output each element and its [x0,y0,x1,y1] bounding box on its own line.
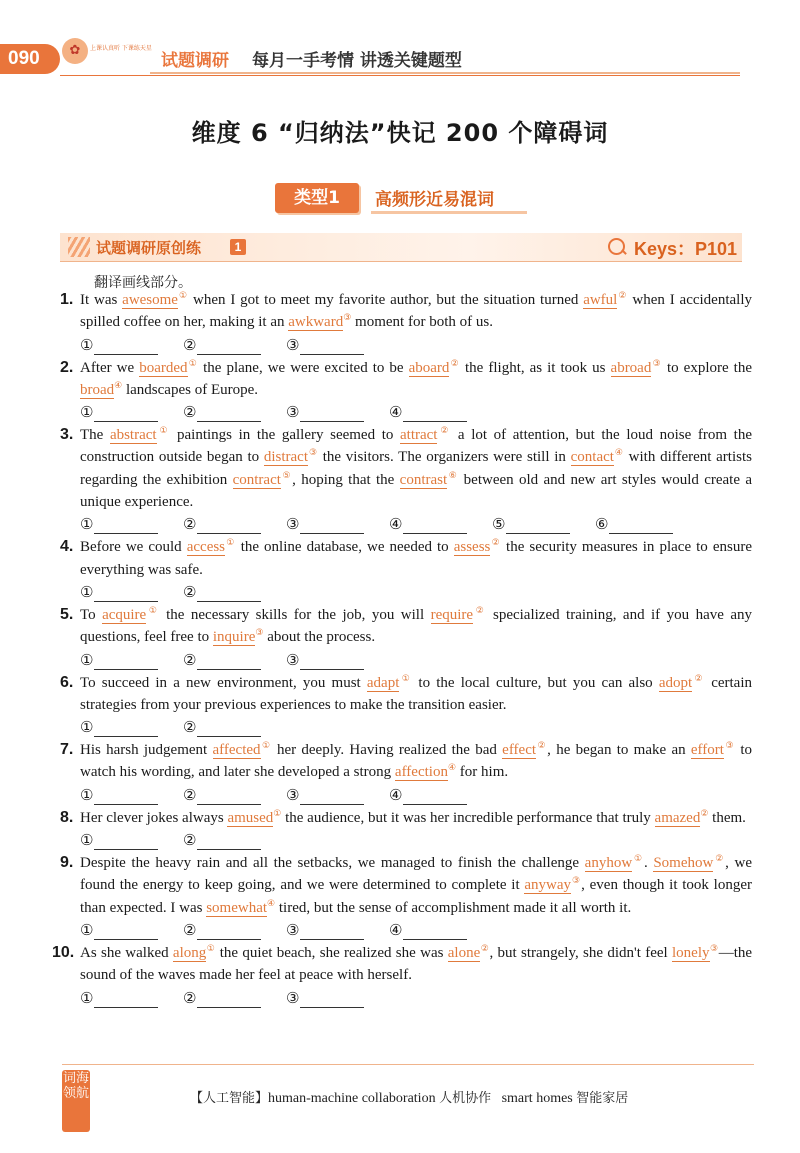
answer-blanks [60,650,752,670]
answer-blank [80,514,183,534]
sentence-text: the flight, as it took us [460,359,611,376]
answer-line[interactable] [197,585,261,602]
type-badge: 类型1 [275,183,359,213]
blank-marker: ② [183,831,197,850]
question-text [60,424,752,513]
answer-blank [286,650,389,670]
question-text [60,536,752,581]
underlined-word: aboard [408,359,450,376]
blank-marker: ① [80,335,94,354]
answer-blanks [60,582,752,602]
underlined-word: awkward [288,314,344,331]
underlined-word: affected [212,742,261,759]
sentence-text: to explore the [661,359,752,376]
answer-blank [286,335,389,355]
sentence-text: , he began to make an [547,742,691,759]
answer-blanks [60,920,752,940]
sentence-text: to watch his wording, and later she developed a strong [80,742,753,781]
question-item [60,357,752,423]
answer-blanks [60,335,752,355]
underlined-word: anyway [524,877,572,894]
word-marker: ① [273,808,282,819]
sentence-text: the visitors. The organizers were still in [318,449,571,466]
underlined-word: abstract [109,427,157,444]
word-marker: ① [146,605,160,616]
sentence-text: the quiet beach, she realized she was [215,944,448,961]
footer-note [190,1087,628,1107]
header-brand: 试题调研 [161,51,229,71]
answer-line[interactable] [403,788,467,805]
underlined-word: effort [690,742,724,759]
underlined-word: alone [447,944,481,961]
sentence-text: a lot of attention, but the loud noise from the construction outside began to [80,427,752,466]
blank-marker: ① [80,582,94,601]
question-text [60,739,752,784]
answer-blank [286,785,389,805]
sentence-text: the online database, we needed to [235,539,454,556]
type-title: 高频形近易混词 [375,190,494,210]
question-text [60,289,752,334]
sentence-text: To succeed in a new environment, you must [80,674,367,691]
word-marker: ① [632,854,644,865]
blank-marker: ① [80,785,94,804]
question-item [60,852,752,940]
header-tagline: 每月一手考情 讲透关键题型 [252,51,462,71]
answer-blank [80,650,183,670]
sentence-text: her deeply. Having realized the bad [271,742,503,759]
underlined-word: access [186,539,226,556]
answer-line[interactable] [94,991,158,1008]
underlined-word: affection [394,764,448,781]
underlined-word: adapt [366,674,400,691]
blank-marker: ② [183,650,197,669]
question-number: 10. [52,943,75,961]
page-number: 090 [0,44,60,74]
word-marker: ② [437,426,452,437]
sentence-text: when I accidentally spilled coffee on her, making it an [80,292,753,331]
question-text [60,357,752,402]
answer-line[interactable] [197,833,261,850]
answer-blank [80,335,183,355]
underlined-word: assess [453,539,491,556]
answer-line[interactable] [300,991,364,1008]
word-marker: ② [449,358,460,369]
underlined-word: broad [80,381,115,398]
blank-marker: ⑤ [492,515,506,534]
answer-keys-ref: Keys：P101 [634,239,738,259]
word-marker: ② [536,741,548,752]
underlined-word: effect [502,742,537,759]
answer-line[interactable] [94,833,158,850]
answer-blank [80,717,183,737]
sentence-text: , even though it took longer than expected. I was [80,877,752,916]
answer-line[interactable] [609,517,673,534]
sentence-text: specialized training, and if you have any questions, feel free to [80,606,752,646]
answer-line[interactable] [403,517,467,534]
answer-blank [183,335,286,355]
answer-line[interactable] [197,720,261,737]
answer-line[interactable] [197,923,261,940]
footer-note-en1: human-machine collaboration [268,1091,436,1106]
answer-blank [389,402,492,422]
blank-marker: ② [183,718,197,737]
answer-blanks [60,514,752,534]
underlined-word: contract [232,471,281,488]
sentence-text: As she walked [80,944,173,961]
question-number: 2. [60,358,74,376]
answer-blank [595,514,698,534]
blank-marker: ③ [286,650,300,669]
answer-blank [80,785,183,805]
question-text [52,942,753,987]
blank-marker: ① [80,403,94,422]
blank-marker: ② [183,335,197,354]
word-marker: ① [225,538,236,549]
blank-marker: ② [183,785,197,804]
sentence-text: Her clever jokes always [80,809,228,826]
answer-blank [183,650,286,670]
word-marker: ③ [255,628,264,639]
sentence-text: the audience, but it was her incredible performance that truly [281,809,655,826]
instruction: 翻译画线部分。 [94,275,192,291]
blank-marker: ② [183,920,197,939]
answer-line[interactable] [197,788,261,805]
answer-blanks [60,785,752,805]
answer-line[interactable] [197,991,261,1008]
sentence-text: To [80,606,103,623]
footer-note-zh2: 智能家居 [576,1091,629,1106]
sentence-text: when I got to meet my favorite author, but the situation turned [188,292,584,308]
word-marker: ① [187,358,199,369]
answer-blank [183,920,286,940]
question-list [52,289,753,1010]
word-marker: ③ [709,943,719,954]
underlined-word: amazed [654,809,701,826]
word-marker: ④ [613,448,624,459]
question-item [60,424,752,534]
answer-line[interactable] [300,653,364,670]
stripes-icon [68,237,90,257]
answer-blanks [60,402,752,422]
footer-note-prefix: 【人工智能】 [190,1091,269,1106]
sentence-text: the plane, we were excited to be [198,359,409,376]
answer-blank [286,920,389,940]
answer-blanks [60,717,752,737]
underlined-word: acquire [102,606,147,623]
sentence-text: about the process. [263,629,376,646]
underlined-word: adopt [658,674,693,691]
word-marker: ④ [114,380,123,391]
sentence-text: Despite the heavy rain and all the setbacks, we managed to finish the challenge [80,855,585,872]
answer-blanks [60,988,752,1008]
underlined-word: Somehow [653,855,714,872]
sentence-text: the necessary skills for the job, you will [159,606,431,623]
word-marker: ① [399,673,413,684]
question-item [52,942,753,1008]
answer-blank [389,514,492,534]
sentence-text: landscapes of Europe. [122,381,259,398]
answer-line[interactable] [94,653,158,670]
sentence-text: Before we could [80,539,187,556]
answer-line[interactable] [300,517,364,534]
word-marker: ④ [267,898,276,909]
question-text [60,852,752,919]
blank-marker: ① [80,831,94,850]
answer-blank [183,830,286,850]
blank-marker: ③ [286,785,300,804]
answer-line[interactable] [300,788,364,805]
underlined-word: along [172,944,207,961]
answer-line[interactable] [300,923,364,940]
sentence-text: After we [80,359,140,376]
answer-blanks [60,830,752,850]
word-marker: ② [473,605,487,616]
word-marker: ③ [343,313,352,324]
answer-blank [183,785,286,805]
sentence-text: for him. [456,764,509,781]
word-marker: ① [156,426,171,437]
underlined-word: require [430,606,474,623]
sentence-text: . [643,855,654,872]
answer-blank [183,514,286,534]
answer-line[interactable] [506,517,570,534]
sentence-text: —the sound of the waves made her feel at peace with herself. [80,944,753,984]
underlined-word: contact [570,449,614,466]
word-marker: ⑥ [447,470,459,481]
underlined-word: awful [583,292,618,308]
flower-logo-icon: ✿ [62,38,88,64]
sentence-text: them. [708,809,746,826]
answer-line[interactable] [94,923,158,940]
answer-blank [183,402,286,422]
answer-line[interactable] [197,653,261,670]
sentence-text: with different artists regarding the exhibition [80,449,752,488]
underlined-word: somewhat [206,899,268,916]
answer-line[interactable] [403,923,467,940]
answer-blank [80,988,183,1008]
answer-blank [80,402,183,422]
footer-note-zh1: 人机协作 [439,1091,492,1106]
header-divider-dark [60,75,740,76]
answer-blank [492,514,595,534]
blank-marker: ④ [389,785,403,804]
word-marker: ② [692,673,706,684]
sentence-text: His harsh judgement [80,742,213,759]
answer-blank [286,988,389,1008]
answer-blank [80,582,183,602]
answer-line[interactable] [197,517,261,534]
underlined-word: attract [400,427,438,444]
underlined-word: amused [227,809,274,826]
underlined-word: distract [263,449,309,466]
question-item [60,289,752,355]
blank-marker: ② [183,988,197,1007]
magnifier-icon [608,238,625,255]
blank-marker: ① [80,718,94,737]
blank-marker: ③ [286,920,300,939]
question-number: 9. [60,854,74,872]
answer-blank [389,785,492,805]
underlined-word: abroad [610,359,652,376]
sentence-text: , hoping that the [292,471,400,488]
answer-blank [183,582,286,602]
question-number: 1. [60,291,74,308]
underlined-word: inquire [212,629,256,646]
question-item [60,739,752,805]
blank-marker: ③ [286,515,300,534]
word-marker: ③ [571,876,582,887]
answer-blank [389,920,492,940]
footer-note-en2: smart homes [501,1091,573,1106]
sentence-text: , we found the energy to keep going, and we were determined to complete it [80,855,752,894]
sentence-text: It was [80,292,123,308]
answer-line[interactable] [197,338,261,355]
blank-marker: ② [183,515,197,534]
side-tab: 词海领航 [62,1070,90,1132]
sentence-text: to the local culture, but you can also [412,674,659,691]
blank-marker: ③ [286,988,300,1007]
sentence-text: tired, but the sense of accomplishment made it all worth it. [275,899,632,916]
word-marker: ② [617,291,628,301]
header-slogan: 上课认真听 下课练天星 [90,45,152,52]
answer-line[interactable] [94,405,158,422]
word-marker: ③ [723,741,736,752]
section-title: 维度 6 “归纳法”快记 200 个障碍词 [191,119,609,147]
answer-blank [183,717,286,737]
answer-line[interactable] [300,405,364,422]
word-marker: ⑤ [280,470,293,481]
answer-line[interactable] [94,517,158,534]
page-header [0,44,800,78]
practice-number: 1 [230,239,246,255]
blank-marker: ⑥ [595,515,609,534]
sentence-text: moment for both of us. [351,314,493,331]
blank-marker: ④ [389,403,403,422]
underlined-word: lonely [672,944,710,961]
answer-line[interactable] [94,788,158,805]
answer-blank [80,830,183,850]
footer-divider [62,1064,754,1065]
sentence-text: between old and new art styles would create a unique experience. [80,471,752,511]
word-marker: ② [480,943,490,954]
answer-line[interactable] [94,338,158,355]
word-marker: ④ [447,763,457,774]
sentence-text: paintings in the gallery seemed to [170,427,400,444]
sentence-text: The [80,427,110,444]
blank-marker: ① [80,515,94,534]
sentence-text: certain strategies from your previous experiences to make the transition easier. [80,674,753,713]
answer-blank [286,514,389,534]
word-marker: ③ [651,358,662,369]
question-text [60,604,752,649]
answer-blank [80,920,183,940]
answer-line[interactable] [300,338,364,355]
blank-marker: ③ [286,403,300,422]
question-item [60,536,752,602]
question-number: 5. [60,605,74,623]
practice-label: 试题调研原创练 [96,239,202,257]
blank-marker: ③ [286,335,300,354]
blank-marker: ① [80,920,94,939]
sentence-text: , but strangely, she didn't feel [489,944,672,961]
underlined-word: anyhow [584,855,633,872]
sentence-text: the security measures in place to ensure everything was safe. [80,539,752,578]
answer-blank [286,402,389,422]
question-item [60,604,752,670]
word-marker: ② [700,808,709,819]
question-number: 7. [60,741,74,759]
underlined-word: contrast [399,471,448,488]
answer-blank [183,988,286,1008]
blank-marker: ② [183,582,197,601]
question-number: 3. [60,426,74,444]
question-number: 8. [60,808,74,826]
practice-bar [60,233,742,262]
answer-line[interactable] [94,585,158,602]
underlined-word: boarded [139,359,188,376]
question-text [60,672,752,717]
word-marker: ③ [308,448,319,459]
blank-marker: ① [80,650,94,669]
word-marker: ① [177,291,189,301]
blank-marker: ④ [389,515,403,534]
word-marker: ① [260,741,272,752]
question-number: 4. [60,538,74,556]
header-divider [150,72,740,74]
word-marker: ① [206,943,216,954]
type-underline [371,211,527,214]
underlined-word: awesome [122,292,178,308]
word-marker: ② [490,538,502,549]
question-item [60,672,752,738]
question-number: 6. [60,673,74,691]
word-marker: ② [713,854,726,865]
question-item [60,807,752,850]
question-text [60,807,752,829]
blank-marker: ① [80,988,94,1007]
blank-marker: ④ [389,920,403,939]
answer-line[interactable] [403,405,467,422]
answer-line[interactable] [197,405,261,422]
blank-marker: ② [183,403,197,422]
answer-line[interactable] [94,720,158,737]
